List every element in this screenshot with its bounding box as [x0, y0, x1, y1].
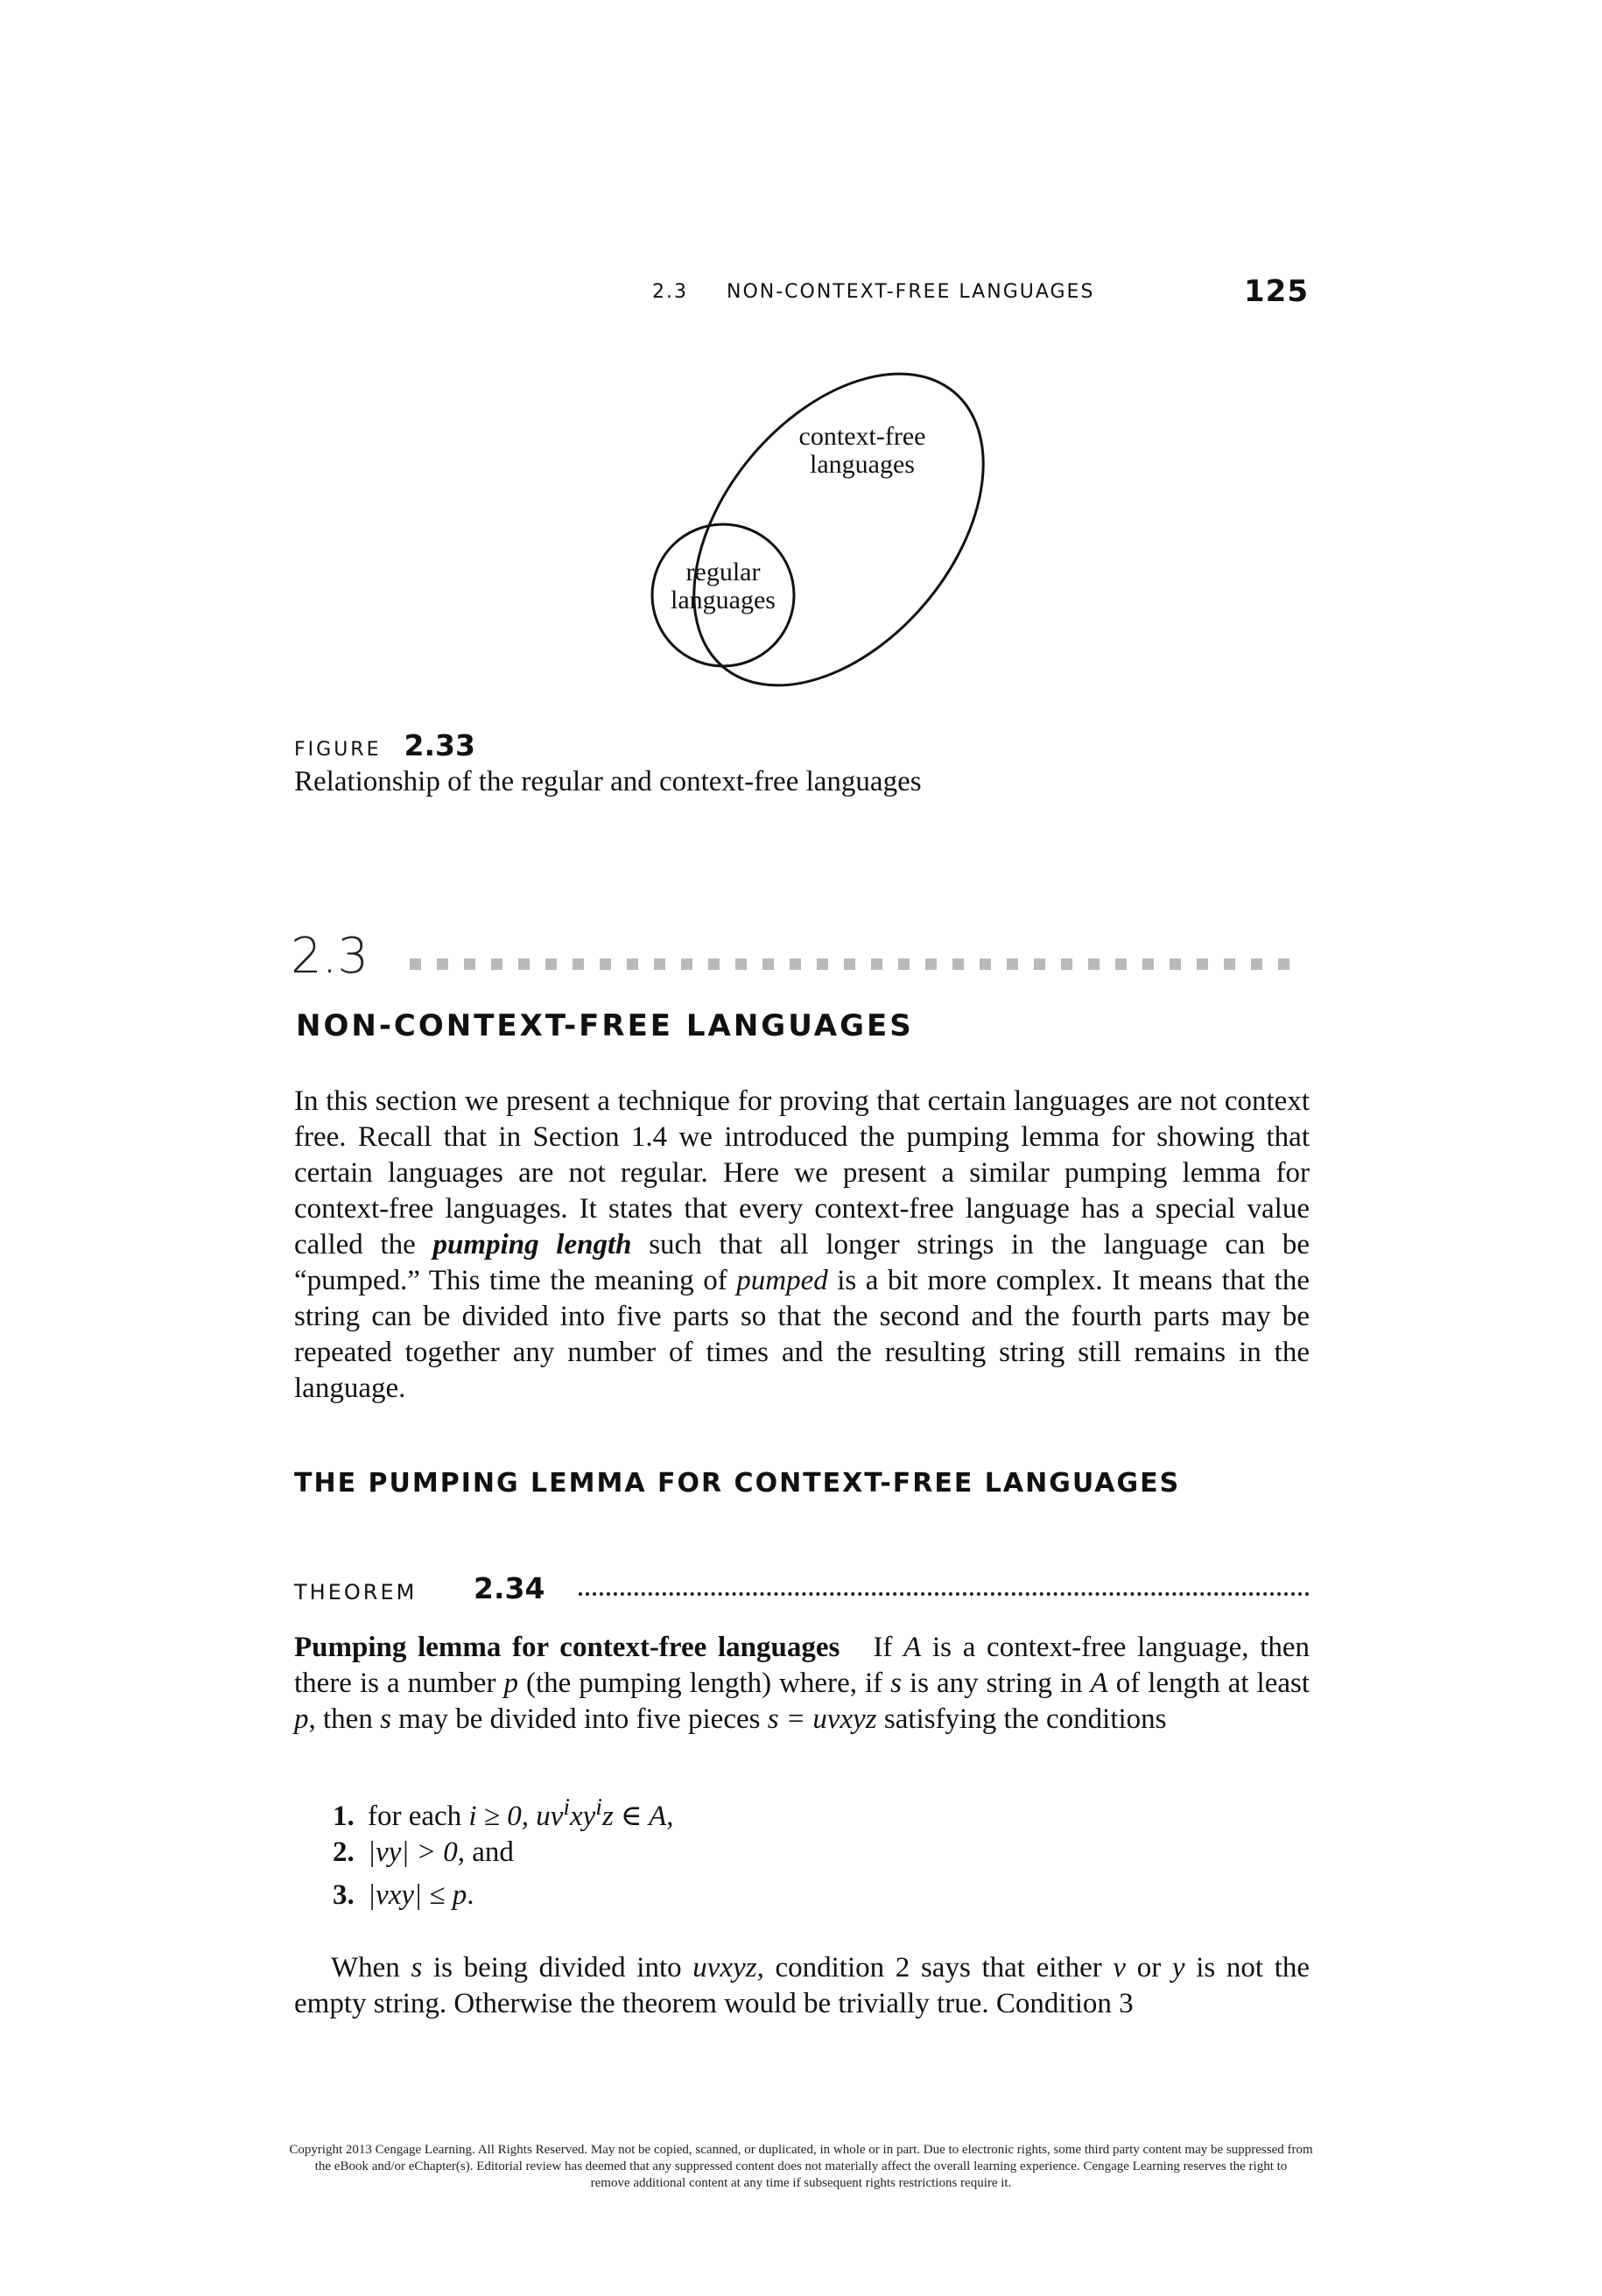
- intro-paragraph: In this section we present a technique for proving that certain languages are not context free. Recall that in Section 1.4 we introduced the pumping lemma for showing that certain languages are not regular. Here we present a similar pumping lemma for context-free languages. It states that every context-free language has a special value called the pumping length such that all longer strings in the language can be “pumped.” This time the meaning of pumped is a bit more complex. It means that the string can be divided into five parts so that the second and the fourth parts may be repeated together any number of times and the resulting string still remains in the language.: [294, 1085, 1310, 1404]
- section-dot: [1170, 958, 1181, 970]
- section-dot: [1224, 958, 1235, 970]
- section-dot: [464, 958, 475, 970]
- section-dot: [1034, 958, 1045, 970]
- running-head: [652, 274, 1309, 318]
- section-dot: [871, 958, 882, 970]
- section-dot: [1061, 958, 1072, 970]
- term-pumped: pumped: [736, 1265, 828, 1296]
- figure-number: 2.33: [404, 728, 475, 762]
- figure-caption-text: Relationship of the regular and context-free languages: [294, 766, 922, 797]
- page-number: 125: [1244, 274, 1309, 309]
- section-dot: [898, 958, 910, 970]
- section-dot: [925, 958, 937, 970]
- section-dot: [708, 958, 720, 970]
- section-title: NON-CONTEXT-FREE LANGUAGES: [296, 1008, 914, 1043]
- section-dot-rule: [410, 958, 1303, 971]
- running-head-title: NON-CONTEXT-FREE LANGUAGES: [727, 281, 1095, 303]
- condition-1: 1. for each i ≥ 0, $uv^ixy^iz$ ∈ A,: [333, 1793, 674, 1832]
- section-dot: [518, 958, 530, 970]
- running-head-section: 2.3: [652, 281, 688, 303]
- section-dot: [437, 958, 448, 970]
- section-dot: [681, 958, 692, 970]
- section-dot: [1007, 958, 1018, 970]
- outer-label-line2: languages: [810, 450, 915, 479]
- section-dot: [627, 958, 638, 970]
- theorem-number: 2.34: [474, 1571, 545, 1605]
- theorem-heading: Pumping lemma for context-free languages: [294, 1632, 840, 1663]
- figure-label: FIGURE: [294, 739, 382, 761]
- section-dot: [654, 958, 665, 970]
- language-venn-diagram: [613, 368, 998, 692]
- theorem-statement: Pumping lemma for context-free languages If A is a context-free language, then there is a number p (the pumping length) where, if s is any string in A of length at least p, then s may be divided into five pieces s = uvxyz satisfying the conditions: [294, 1632, 1310, 1735]
- section-dot: [573, 958, 584, 970]
- term-pumping-length: pumping length: [432, 1229, 632, 1260]
- section-dot: [735, 958, 747, 970]
- inner-label-line1: regular: [685, 558, 761, 586]
- outer-label-line1: context-free: [798, 422, 926, 451]
- condition-3: 3. |vxy| ≤ p.: [333, 1879, 474, 1911]
- section-dot: [1142, 958, 1154, 970]
- theorem-header: [294, 1571, 1310, 1606]
- inner-label-line2: languages: [671, 586, 776, 614]
- section-dot: [817, 958, 828, 970]
- section-dot: [980, 958, 991, 970]
- theorem-label: THEOREM: [294, 1580, 418, 1604]
- section-dot: [952, 958, 964, 970]
- section-dot: [1278, 958, 1289, 970]
- subsection-title: THE PUMPING LEMMA FOR CONTEXT-FREE LANGUAGES: [294, 1468, 1181, 1499]
- context-free-ellipse: [636, 368, 998, 692]
- closing-paragraph: When s is being divided into uvxyz, condition 2 says that either v or y is not the empty string. Otherwise the theorem would be trivially true. Condition 3: [294, 1952, 1310, 2019]
- section-dot: [410, 958, 421, 970]
- theorem-dotted-rule: [579, 1592, 1310, 1596]
- section-dot: [1197, 958, 1208, 970]
- section-number: 2.3: [291, 928, 369, 985]
- section-dot: [1115, 958, 1127, 970]
- section-dot: [491, 958, 502, 970]
- section-dot: [844, 958, 855, 970]
- condition-2: 2. |vy| > 0, and: [333, 1836, 514, 1868]
- section-dot: [762, 958, 774, 970]
- section-dot: [1088, 958, 1100, 970]
- copyright-notice: Copyright 2013 Cengage Learning. All Rights Reserved. May not be copied, scanned, or duplicated, in whole or in part. Due to electronic rights, some third party content may be suppressed from the eBook and/or eChapter(s). Editorial review has deemed that any suppressed content does not materially affect the overall learning experience. Cengage Learning reserves the right to remove additional content at any time if subsequent rights restrictions require it.: [289, 2143, 1313, 2190]
- section-dot: [790, 958, 801, 970]
- section-dot: [545, 958, 557, 970]
- section-dot: [600, 958, 611, 970]
- section-dot: [1251, 958, 1262, 970]
- figure-caption: [294, 728, 1082, 798]
